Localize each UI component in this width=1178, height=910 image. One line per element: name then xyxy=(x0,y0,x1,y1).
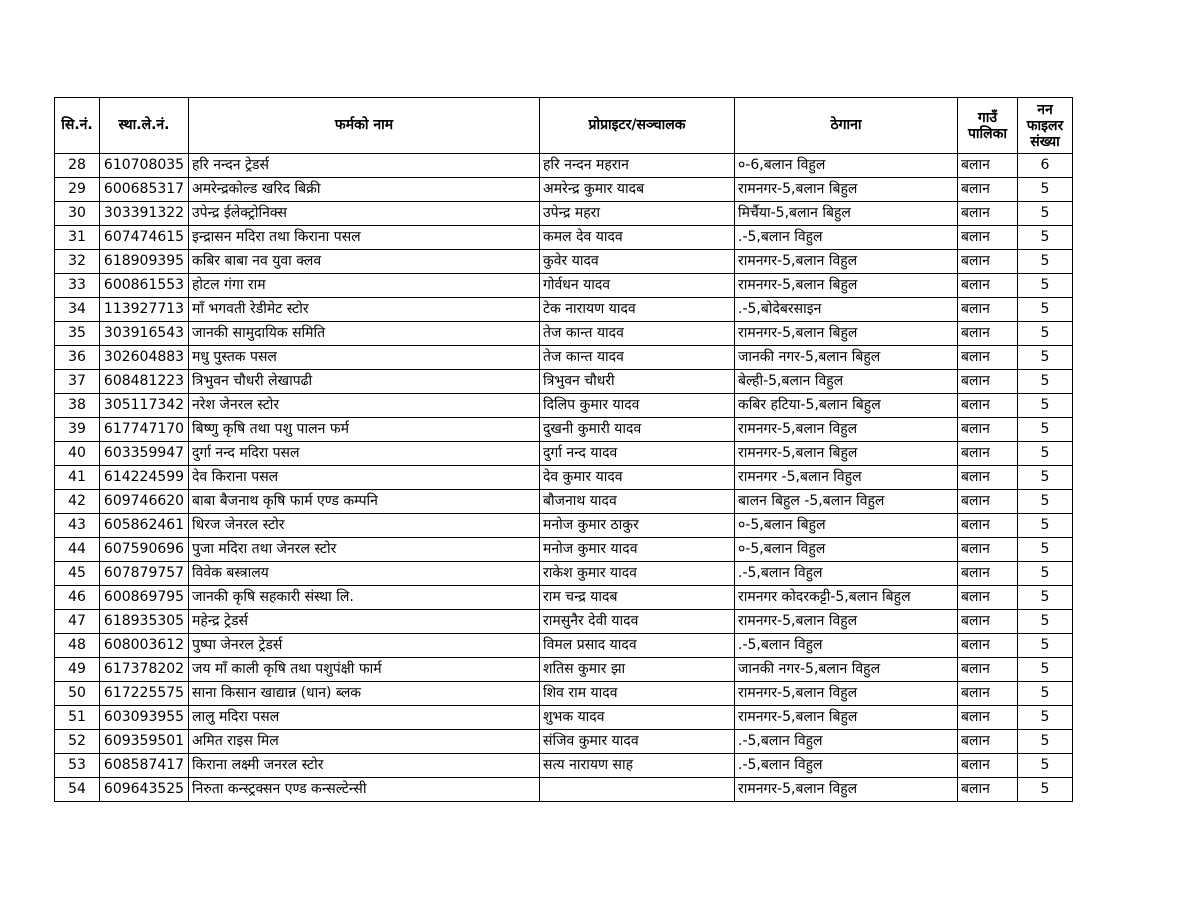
cell-local-no: 609643525 xyxy=(100,778,189,802)
cell-firm-name: इन्द्रासन मदिरा तथा किराना पसल xyxy=(189,226,540,250)
cell-sn: 41 xyxy=(55,466,100,490)
cell-address: ०-6,बलान विहुल xyxy=(735,154,958,178)
cell-firm-name: दुर्गा नन्द मदिरा पसल xyxy=(189,442,540,466)
cell-count: 5 xyxy=(1018,682,1073,706)
cell-firm-name: अमरेन्द्रकोल्ड खरिद बिक्री xyxy=(189,178,540,202)
cell-sn: 35 xyxy=(55,322,100,346)
cell-firm-name: नरेश जेनरल स्टोर xyxy=(189,394,540,418)
table-row xyxy=(55,586,1073,610)
cell-palika: बलान xyxy=(958,418,1018,442)
cell-proprietor: रामसुनैर देवी यादव xyxy=(540,610,735,634)
cell-proprietor xyxy=(540,778,735,802)
cell-proprietor: तेज कान्त यादव xyxy=(540,322,735,346)
table-row xyxy=(55,154,1073,178)
cell-sn: 42 xyxy=(55,490,100,514)
cell-palika: बलान xyxy=(958,514,1018,538)
cell-firm-name: निरुता कन्स्ट्रक्सन एण्ड कन्सल्टेन्सी xyxy=(189,778,540,802)
cell-sn: 46 xyxy=(55,586,100,610)
cell-palika: बलान xyxy=(958,250,1018,274)
cell-count: 5 xyxy=(1018,250,1073,274)
cell-proprietor: देव कुमार यादव xyxy=(540,466,735,490)
cell-firm-name: साना किसान खाद्यान्न (धान) ब्लक xyxy=(189,682,540,706)
cell-firm-name: देव किराना पसल xyxy=(189,466,540,490)
cell-firm-name: लालु मदिरा पसल xyxy=(189,706,540,730)
cell-palika: बलान xyxy=(958,658,1018,682)
cell-address: मिर्चैया-5,बलान बिहुल xyxy=(735,202,958,226)
cell-local-no: 617747170 xyxy=(100,418,189,442)
cell-proprietor: राम चन्द्र यादब xyxy=(540,586,735,610)
table-row xyxy=(55,250,1073,274)
cell-count: 5 xyxy=(1018,610,1073,634)
table-row xyxy=(55,562,1073,586)
cell-firm-name: त्रिभुवन चौधरी लेखापढी xyxy=(189,370,540,394)
cell-address: रामनगर-5,बलान बिहुल xyxy=(735,178,958,202)
cell-address: रामनगर-5,बलान विहुल xyxy=(735,610,958,634)
cell-local-no: 607474615 xyxy=(100,226,189,250)
cell-count: 5 xyxy=(1018,754,1073,778)
cell-address: कबिर हटिया-5,बलान बिहुल xyxy=(735,394,958,418)
cell-address: ०-5,बलान बिहुल xyxy=(735,514,958,538)
cell-address: जानकी नगर-5,बलान विहुल xyxy=(735,658,958,682)
cell-address: बेल्ही-5,बलान विहुल xyxy=(735,370,958,394)
cell-local-no: 617378202 xyxy=(100,658,189,682)
cell-address: जानकी नगर-5,बलान बिहुल xyxy=(735,346,958,370)
cell-local-no: 607879757 xyxy=(100,562,189,586)
cell-sn: 50 xyxy=(55,682,100,706)
cell-palika: बलान xyxy=(958,610,1018,634)
header-address: ठेगाना xyxy=(735,98,958,154)
cell-palika: बलान xyxy=(958,298,1018,322)
cell-palika: बलान xyxy=(958,370,1018,394)
cell-address: .-5,बलान विहुल xyxy=(735,562,958,586)
cell-local-no: 608587417 xyxy=(100,754,189,778)
header-palika-line2: पालिका xyxy=(967,125,1008,142)
cell-count: 5 xyxy=(1018,514,1073,538)
cell-local-no: 618909395 xyxy=(100,250,189,274)
cell-palika: बलान xyxy=(958,706,1018,730)
cell-address: रामनगर-5,बलान विहुल xyxy=(735,418,958,442)
cell-sn: 47 xyxy=(55,610,100,634)
cell-palika: बलान xyxy=(958,322,1018,346)
cell-firm-name: धिरज जेनरल स्टोर xyxy=(189,514,540,538)
cell-address: ०-5,बलान विहुल xyxy=(735,538,958,562)
cell-count: 5 xyxy=(1018,466,1073,490)
cell-proprietor: हरि नन्दन महरान xyxy=(540,154,735,178)
cell-local-no: 608481223 xyxy=(100,370,189,394)
cell-count: 5 xyxy=(1018,586,1073,610)
cell-local-no: 600861553 xyxy=(100,274,189,298)
cell-address: .-5,बलान विहुल xyxy=(735,634,958,658)
cell-proprietor: दुखनी कुमारी यादव xyxy=(540,418,735,442)
table-row xyxy=(55,226,1073,250)
cell-palika: बलान xyxy=(958,730,1018,754)
cell-firm-name: पुष्पा जेनरल ट्रेडर्स xyxy=(189,634,540,658)
table-row xyxy=(55,778,1073,802)
cell-address: रामनगर-5,बलान विहुल xyxy=(735,682,958,706)
cell-local-no: 618935305 xyxy=(100,610,189,634)
cell-sn: 32 xyxy=(55,250,100,274)
cell-palika: बलान xyxy=(958,274,1018,298)
cell-address: रामनगर-5,बलान बिहुल xyxy=(735,706,958,730)
cell-local-no: 609746620 xyxy=(100,490,189,514)
cell-proprietor: तेज कान्त यादव xyxy=(540,346,735,370)
table-row xyxy=(55,682,1073,706)
non-filer-table xyxy=(54,97,1073,802)
cell-palika: बलान xyxy=(958,682,1018,706)
table-row xyxy=(55,610,1073,634)
cell-sn: 33 xyxy=(55,274,100,298)
cell-count: 5 xyxy=(1018,346,1073,370)
cell-local-no: 614224599 xyxy=(100,466,189,490)
table-row xyxy=(55,538,1073,562)
cell-address: रामनगर-5,बलान विहुल xyxy=(735,250,958,274)
cell-local-no: 303391322 xyxy=(100,202,189,226)
cell-address: बालन बिहुल -5,बलान विहुल xyxy=(735,490,958,514)
cell-proprietor: उपेन्द्र महरा xyxy=(540,202,735,226)
cell-local-no: 303916543 xyxy=(100,322,189,346)
header-row xyxy=(55,98,1073,154)
table-row xyxy=(55,370,1073,394)
cell-count: 5 xyxy=(1018,322,1073,346)
cell-proprietor: मनोज कुमार यादव xyxy=(540,538,735,562)
cell-sn: 40 xyxy=(55,442,100,466)
cell-firm-name: उपेन्द्र ईलेक्ट्रोनिक्स xyxy=(189,202,540,226)
cell-count: 5 xyxy=(1018,274,1073,298)
cell-proprietor: टेक नारायण यादव xyxy=(540,298,735,322)
cell-palika: बलान xyxy=(958,202,1018,226)
cell-count: 5 xyxy=(1018,442,1073,466)
cell-proprietor: दुर्गा नन्द यादव xyxy=(540,442,735,466)
cell-palika: बलान xyxy=(958,226,1018,250)
cell-proprietor: शतिस कुमार झा xyxy=(540,658,735,682)
table-row xyxy=(55,298,1073,322)
cell-local-no: 603093955 xyxy=(100,706,189,730)
cell-count: 5 xyxy=(1018,730,1073,754)
cell-local-no: 305117342 xyxy=(100,394,189,418)
cell-palika: बलान xyxy=(958,154,1018,178)
cell-sn: 31 xyxy=(55,226,100,250)
cell-sn: 37 xyxy=(55,370,100,394)
cell-local-no: 608003612 xyxy=(100,634,189,658)
table-row xyxy=(55,274,1073,298)
cell-palika: बलान xyxy=(958,394,1018,418)
cell-local-no: 113927713 xyxy=(100,298,189,322)
table-row xyxy=(55,658,1073,682)
cell-palika: बलान xyxy=(958,754,1018,778)
cell-proprietor: कुवेर यादव xyxy=(540,250,735,274)
cell-proprietor: गोर्वधन यादव xyxy=(540,274,735,298)
cell-local-no: 600685317 xyxy=(100,178,189,202)
cell-address: .-5,बलान विहुल xyxy=(735,730,958,754)
header-palika-line1: गाउँ xyxy=(977,109,998,126)
cell-proprietor: सत्य नारायण साह xyxy=(540,754,735,778)
cell-proprietor: अमरेन्द्र कुमार यादब xyxy=(540,178,735,202)
cell-sn: 49 xyxy=(55,658,100,682)
table-row xyxy=(55,442,1073,466)
cell-count: 5 xyxy=(1018,778,1073,802)
cell-count: 5 xyxy=(1018,418,1073,442)
cell-count: 5 xyxy=(1018,658,1073,682)
cell-address: रामनगर-5,बलान विहुल xyxy=(735,778,958,802)
cell-sn: 36 xyxy=(55,346,100,370)
cell-sn: 44 xyxy=(55,538,100,562)
table-row xyxy=(55,178,1073,202)
cell-sn: 53 xyxy=(55,754,100,778)
cell-firm-name: विवेक बस्त्रालय xyxy=(189,562,540,586)
table-row xyxy=(55,514,1073,538)
cell-firm-name: जय माँ काली कृषि तथा पशुपंक्षी फार्म xyxy=(189,658,540,682)
cell-palika: बलान xyxy=(958,178,1018,202)
cell-firm-name: जानकी कृषि सहकारी संस्था लि. xyxy=(189,586,540,610)
table-row xyxy=(55,754,1073,778)
cell-proprietor: विमल प्रसाद यादव xyxy=(540,634,735,658)
cell-sn: 34 xyxy=(55,298,100,322)
cell-local-no: 302604883 xyxy=(100,346,189,370)
cell-sn: 48 xyxy=(55,634,100,658)
cell-firm-name: जानकी सामुदायिक समिति xyxy=(189,322,540,346)
cell-sn: 38 xyxy=(55,394,100,418)
cell-address: रामनगर-5,बलान बिहुल xyxy=(735,442,958,466)
cell-count: 5 xyxy=(1018,634,1073,658)
cell-palika: बलान xyxy=(958,538,1018,562)
cell-palika: बलान xyxy=(958,490,1018,514)
cell-local-no: 617225575 xyxy=(100,682,189,706)
cell-firm-name: किराना लक्ष्मी जनरल स्टोर xyxy=(189,754,540,778)
table-row xyxy=(55,490,1073,514)
table-row xyxy=(55,394,1073,418)
header-count-line2: फाइलर xyxy=(1026,117,1064,134)
cell-palika: बलान xyxy=(958,562,1018,586)
cell-proprietor: त्रिभुवन चौधरी xyxy=(540,370,735,394)
cell-sn: 43 xyxy=(55,514,100,538)
cell-firm-name: बाबा बैजनाथ कृषि फार्म एण्ड कम्पनि xyxy=(189,490,540,514)
cell-local-no: 600869795 xyxy=(100,586,189,610)
cell-palika: बलान xyxy=(958,346,1018,370)
table-row xyxy=(55,346,1073,370)
cell-palika: बलान xyxy=(958,586,1018,610)
cell-sn: 45 xyxy=(55,562,100,586)
header-palika xyxy=(958,98,1018,154)
table-row xyxy=(55,202,1073,226)
header-count-line1: नन xyxy=(1037,101,1053,118)
cell-firm-name: महेन्द्र ट्रेडर्स xyxy=(189,610,540,634)
cell-count: 6 xyxy=(1018,154,1073,178)
cell-firm-name: माँ भगवती रेडीमेट स्टोर xyxy=(189,298,540,322)
cell-proprietor: कमल देव यादव xyxy=(540,226,735,250)
cell-address: रामनगर -5,बलान विहुल xyxy=(735,466,958,490)
cell-proprietor: संजिव कुमार यादव xyxy=(540,730,735,754)
cell-firm-name: कबिर बाबा नव युवा क्लव xyxy=(189,250,540,274)
table-header xyxy=(55,98,1073,154)
cell-local-no: 610708035 xyxy=(100,154,189,178)
cell-address: रामनगर कोदरकट्टी-5,बलान बिहुल xyxy=(735,586,958,610)
cell-sn: 30 xyxy=(55,202,100,226)
cell-palika: बलान xyxy=(958,442,1018,466)
cell-sn: 39 xyxy=(55,418,100,442)
cell-sn: 29 xyxy=(55,178,100,202)
header-sn: सि.नं. xyxy=(55,98,100,154)
cell-proprietor: मनोज कुमार ठाकुर xyxy=(540,514,735,538)
cell-palika: बलान xyxy=(958,634,1018,658)
cell-palika: बलान xyxy=(958,778,1018,802)
cell-firm-name: मधु पुस्तक पसल xyxy=(189,346,540,370)
cell-proprietor: दिलिप कुमार यादव xyxy=(540,394,735,418)
cell-firm-name: बिष्णु कृषि तथा पशु पालन फर्म xyxy=(189,418,540,442)
table-row xyxy=(55,634,1073,658)
cell-proprietor: शिव राम यादव xyxy=(540,682,735,706)
cell-count: 5 xyxy=(1018,394,1073,418)
cell-sn: 54 xyxy=(55,778,100,802)
cell-proprietor: राकेश कुमार यादव xyxy=(540,562,735,586)
cell-firm-name: हरि नन्दन ट्रेडर्स xyxy=(189,154,540,178)
table-row xyxy=(55,706,1073,730)
cell-address: रामनगर-5,बलान बिहुल xyxy=(735,322,958,346)
cell-firm-name: होटल गंगा राम xyxy=(189,274,540,298)
cell-count: 5 xyxy=(1018,226,1073,250)
cell-local-no: 607590696 xyxy=(100,538,189,562)
cell-count: 5 xyxy=(1018,538,1073,562)
cell-count: 5 xyxy=(1018,490,1073,514)
table-row xyxy=(55,466,1073,490)
cell-count: 5 xyxy=(1018,202,1073,226)
header-firm-name: फर्मको नाम xyxy=(189,98,540,154)
cell-address: .-5,बलान विहुल xyxy=(735,754,958,778)
cell-sn: 28 xyxy=(55,154,100,178)
cell-local-no: 605862461 xyxy=(100,514,189,538)
cell-firm-name: अमित राइस मिल xyxy=(189,730,540,754)
cell-count: 5 xyxy=(1018,370,1073,394)
cell-count: 5 xyxy=(1018,298,1073,322)
cell-address: रामनगर-5,बलान बिहुल xyxy=(735,274,958,298)
cell-firm-name: पुजा मदिरा तथा जेनरल स्टोर xyxy=(189,538,540,562)
cell-local-no: 603359947 xyxy=(100,442,189,466)
table-body xyxy=(55,154,1073,802)
table-row xyxy=(55,322,1073,346)
cell-count: 5 xyxy=(1018,706,1073,730)
header-count-line3: संख्या xyxy=(1030,133,1060,150)
cell-palika: बलान xyxy=(958,466,1018,490)
header-non-filer-count xyxy=(1018,98,1073,154)
cell-sn: 51 xyxy=(55,706,100,730)
cell-count: 5 xyxy=(1018,178,1073,202)
cell-count: 5 xyxy=(1018,562,1073,586)
table-row xyxy=(55,418,1073,442)
header-local-no: स्था.ले.नं. xyxy=(100,98,189,154)
cell-local-no: 609359501 xyxy=(100,730,189,754)
table-row xyxy=(55,730,1073,754)
cell-proprietor: बौजनाथ यादव xyxy=(540,490,735,514)
cell-address: .-5,बलान विहुल xyxy=(735,226,958,250)
cell-proprietor: शुभक यादव xyxy=(540,706,735,730)
cell-address: .-5,बोदेबरसाइन xyxy=(735,298,958,322)
header-proprietor: प्रोप्राइटर/सञ्चालक xyxy=(540,98,735,154)
cell-sn: 52 xyxy=(55,730,100,754)
